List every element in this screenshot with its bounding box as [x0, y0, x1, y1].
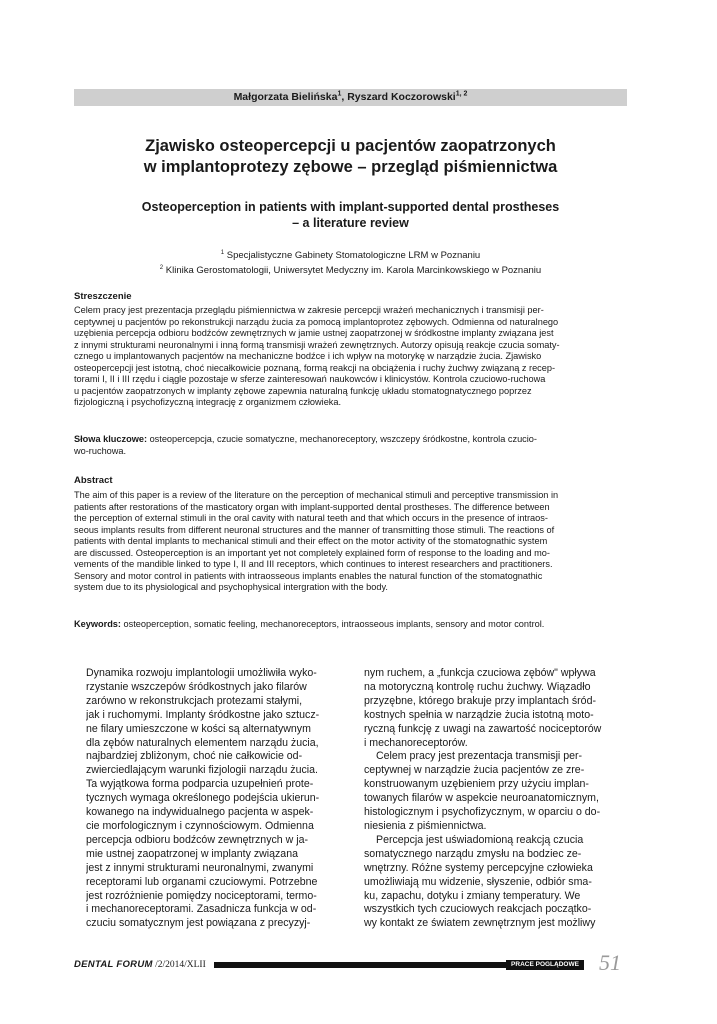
body-line: histologicznym i psychofizycznym, w oparciu o do-	[364, 806, 601, 819]
body-line: cie morfologicznym i czynnościowym. Odmienna	[86, 819, 314, 832]
title-english-line: Osteoperception in patients with implant-supported dental prostheses	[141, 200, 560, 214]
body-line: somatycznego narządu zmysłu na bodziec ze-	[364, 847, 582, 860]
streszczenie-line: cznego u implantowanych pacjentów na mechaniczne bodźce i ich wpływ na motorykę w narządzie żucia. Zjawisko	[74, 351, 542, 361]
body-line: jak i ruchomymi. Implanty śródkostne jako sztucz-	[86, 708, 320, 721]
body-line: na motoryczną kontrolę ruchu żuchwy. Wiązadło	[364, 680, 591, 693]
abstract-line: patients after restorations of the masticatory organ with implant-supported dental prostheses. The difference between	[74, 501, 550, 512]
streszczenie-line: fizjologiczną i psychofizyczną integrację z organizmem człowieka.	[74, 397, 342, 407]
streszczenie-body	[74, 305, 627, 409]
streszczenie-heading: Streszczenie	[74, 291, 132, 302]
body-line: Percepcja jest uświadomioną reakcją czucia	[376, 833, 584, 846]
body-line: wszystkich tych czuciowych reakcjach początko-	[364, 903, 592, 916]
body-line: umożliwiają mu widzenie, słyszenie, odbiór sma-	[364, 875, 592, 888]
author-bar	[74, 89, 627, 106]
abstract-line: system due to its physiological and psychophysical intergration with the body.	[74, 582, 388, 592]
author-1-affiliation: 1	[337, 90, 342, 98]
body-line: kostnych spełnia w narządzie żucia istotną moto-	[364, 708, 594, 721]
author-separator: ,	[341, 91, 348, 103]
body-line: towanych filarów w aspekcie neuroanatomicznym,	[364, 792, 599, 805]
journal-info	[74, 959, 206, 970]
author-2: Ryszard Koczorowski	[347, 91, 456, 103]
abstract-line: are discussed. Osteoperception is an important yet not completely explained form of response to the loading and mo-	[74, 547, 550, 558]
title-polish	[74, 136, 627, 178]
slowa-kluczowe	[74, 434, 627, 457]
streszczenie-line: Celem pracy jest prezentacja przeglądu piśmiennictwa w zakresie percepcji wrażeń mechanicznych i transmisji per-	[74, 305, 544, 315]
affiliation-2-number: 2	[159, 264, 164, 271]
body-column-left	[86, 667, 348, 931]
body-line: rzystanie wszczepów śródkostnych jako filarów	[86, 680, 307, 693]
abstract-line: Sensory and motor control in patients with intraosseous implants enables the natural function of the stomatognathic	[74, 570, 543, 581]
title-polish-line: Zjawisko osteopercepcji u pacjentów zaopatrzonych	[145, 137, 556, 155]
body-line: najbardziej zbliżonym, choć nie całkowicie od-	[86, 750, 303, 763]
title-english	[74, 199, 627, 231]
affiliation-2-text: Klinika Gerostomatologii, Uniwersytet Medyczny im. Karola Marcinkowskiego w Poznaniu	[163, 265, 542, 276]
abstract-line: the perception of external stimuli in the oral cavity with natural teeth and that which occurs in the presence of intraos-	[74, 513, 548, 523]
streszczenie-line: uzębienia percepcja odbioru bodźców zewnętrznych w jamie ustnej zaopatrzonej w śródkostne implanty związana jest	[74, 328, 554, 338]
body-line: Celem pracy jest prezentacja transmisji per-	[376, 750, 583, 763]
body-line: wy kontakt ze światem zewnętrznym jest możliwy	[364, 917, 596, 930]
body-line: nym ruchem, a „funkcja czuciowa zębów" wpływa	[364, 667, 596, 679]
body-line: przyzębne, którego brakuje przy implantach śród-	[364, 694, 596, 707]
streszczenie-line: torami I, II i III rzędu i ciągle pozostaje w sferze zainteresowań naukowców i klinicystów. Kontrola czuciowo-ruchowa	[74, 374, 546, 384]
body-line: wnętrzny. Różne systemy percepcyjne człowieka	[364, 861, 593, 874]
body-line: i mechanoreceptorów.	[364, 736, 468, 749]
body-line: Ta wyjątkowa forma podparcia uzupełnień prote-	[86, 778, 314, 791]
title-polish-line: w implantoprotezy zębowe – przegląd piśmiennictwa	[143, 158, 558, 176]
author-2-affiliation: 1, 2	[455, 90, 468, 98]
body-line: konstruowanym uzębieniem przy użyciu implan-	[364, 778, 589, 791]
slowa-kluczowe-text: wo-ruchowa.	[74, 445, 127, 456]
streszczenie-line: u pacjentów zaopatrzonych w implanty zębowe zapewnia naturalną funkcję układu stomatognatycznego poprzez	[74, 385, 532, 396]
affiliation-1-text: Specjalistyczne Gabinety Stomatologiczne LRM w Poznaniu	[224, 250, 481, 261]
body-line: jest rozróżnienie pomiędzy nociceptorami, termo-	[86, 889, 317, 902]
author-1: Małgorzata Bielińska	[233, 91, 338, 103]
body-line: ku, zapachu, dotyku i zmiany temperatury. We	[364, 889, 581, 902]
body-line: zwierciedlającym warunki fizjologii narządu żucia.	[86, 764, 318, 777]
body-line: percepcja odbioru bodźców zewnętrznych w ja-	[86, 833, 308, 846]
body-line: kowanego na indywidualnego pacjenta w aspek-	[86, 806, 314, 819]
body-line: ryczną funkcję z uwagi na zawartość nociceptorów	[364, 722, 602, 735]
abstract-line: vements of the mandible linked to type I, II and III receptors, which continues to interest researchers and practitioners.	[74, 559, 553, 569]
keywords	[74, 619, 627, 631]
abstract-line: patients with dental implants to mechanical stimuli and their effect on the motor activity of the stomatognathic system	[74, 536, 548, 546]
body-line: mie ustnej zaopatrzonej w implanty związana	[86, 847, 298, 860]
affiliation-2	[74, 265, 627, 277]
abstract-line: The aim of this paper is a review of the literature on the perception of mechanical stimuli and perceptive transmission in	[74, 490, 559, 500]
body-line: Dynamika rozwoju implantologii umożliwiła wyko-	[86, 667, 317, 679]
body-line: dla zębów naturalnych elementem narządu żucia,	[86, 736, 319, 749]
streszczenie-line: osteopercepcji jest istotną, choć niecałkowicie poznaną, formą reakcji na obciążenia i ruchy żuchwy związaną z recep-	[74, 362, 556, 373]
affiliation-1-number: 1	[220, 249, 225, 256]
page-number: 51	[599, 950, 621, 975]
journal-issue: /2/2014/XLII	[152, 960, 206, 970]
body-line: i mechanoreceptorami. Zasadnicza funkcja w od-	[86, 903, 317, 916]
title-english-line: – a literature review	[292, 216, 409, 230]
journal-brand: DENTAL FORUM	[74, 959, 153, 970]
abstract-line: seous implants results from different neuronal structures and the manner of transmitting those stimuli. The reactions of	[74, 524, 555, 535]
keywords-text: osteoperception, somatic feeling, mechanoreceptors, intraosseous implants, sensory and motor control.	[120, 619, 545, 629]
body-line: niesienia z piśmiennictwa.	[364, 819, 487, 832]
body-line: zarówno w rekonstrukcjach protezami stałymi,	[86, 694, 303, 707]
body-line: jest z innymi strukturami neuronalnymi, zwanymi	[86, 861, 314, 874]
slowa-kluczowe-label: Słowa kluczowe:	[74, 434, 148, 444]
body-line: receptorami lub organami czuciowymi. Potrzebne	[86, 875, 318, 888]
abstract-body	[74, 490, 627, 594]
body-line: czuciu somatycznym jest powiązana z precyzyj-	[86, 917, 311, 930]
affiliation-1	[74, 250, 627, 262]
streszczenie-line: ceptywnej u pacjentów po rekonstrukcji narządu żucia za pomocą implantoprotez zębowych. Odmienna od naturalnego	[74, 316, 559, 327]
body-column-right	[364, 667, 626, 931]
body-line: ceptywnej w narządzie żucia pacjentów ze zre-	[364, 764, 585, 777]
body-line: ne filary umieszczone w kości są alternatywnym	[86, 722, 311, 735]
page-footer	[74, 950, 627, 976]
body-line: tycznych wymaga określonego podejścia ukierun-	[86, 792, 320, 805]
keywords-label: Keywords:	[74, 619, 121, 629]
section-label: PRACE POGLĄDOWE	[506, 960, 584, 970]
streszczenie-line: z innymi strukturami neuronalnymi i inną formą transmisji wrażeń zewnętrznych. Autorzy opisują reakcje czucia somaty-	[74, 339, 560, 350]
abstract-heading: Abstract	[74, 475, 113, 486]
slowa-kluczowe-text: osteopercepcja, czucie somatyczne, mechanoreceptory, wszczepy śródkostne, kontrola czucio-	[147, 434, 537, 444]
